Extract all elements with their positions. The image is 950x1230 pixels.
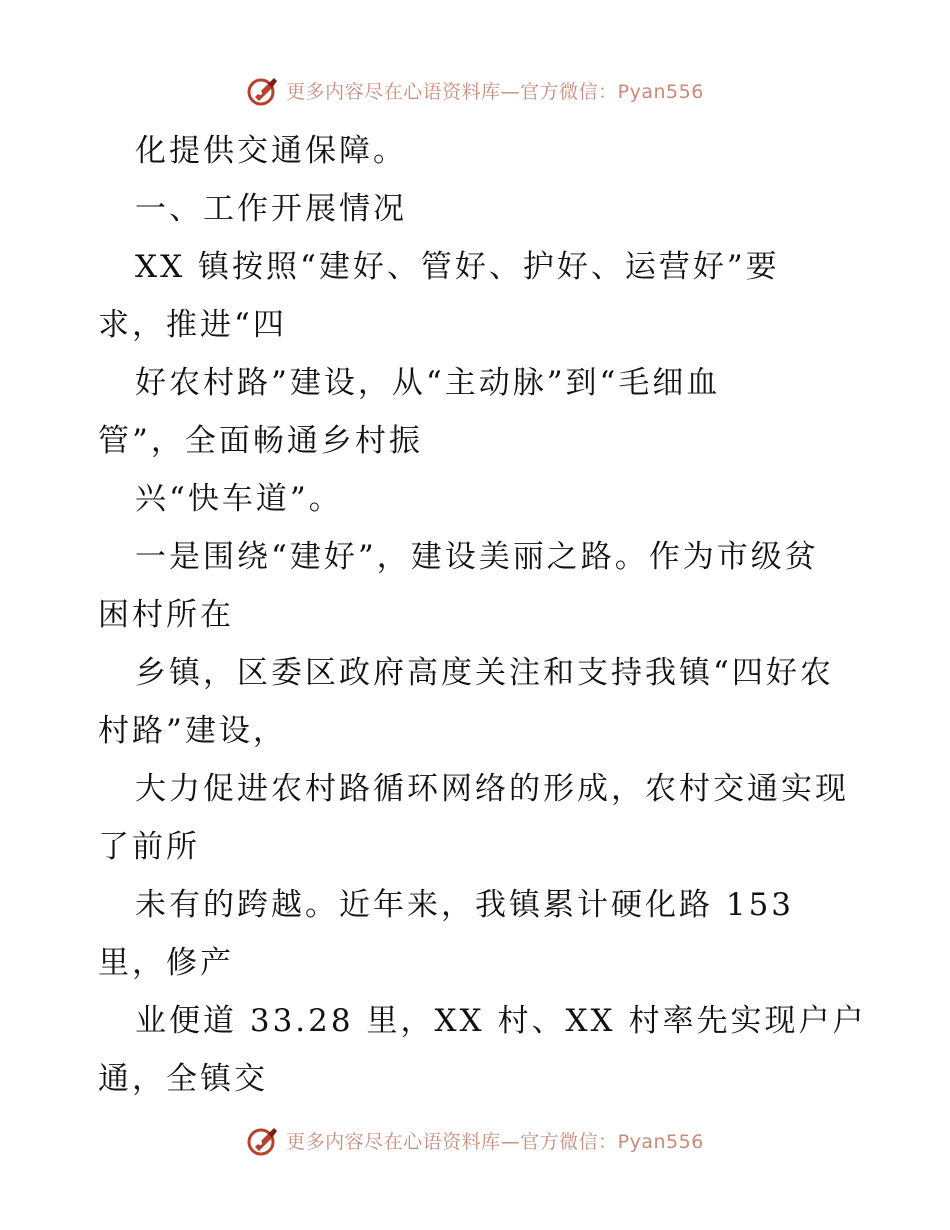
text-line: 兴“快车道”。 xyxy=(135,481,343,517)
text-line: 求，推进“四 xyxy=(98,307,287,343)
text-line: 了前所 xyxy=(98,829,200,865)
text-line: 通，全镇交 xyxy=(98,1061,268,1097)
text-line: 未有的跨越。近年来，我镇累计硬化路 153 xyxy=(135,887,795,923)
section-heading: 一、工作开展情况 xyxy=(135,191,407,227)
pen-logo-icon xyxy=(246,1123,280,1157)
header-banner xyxy=(0,70,950,110)
text-line: 好农村路”建设，从“主动脉”到“毛细血 xyxy=(135,365,721,401)
text-line: 一是围绕“建好”，建设美丽之路。作为市级贫 xyxy=(135,539,819,575)
text-line: 里，修产 xyxy=(98,945,234,981)
text-line: 业便道 33.28 里，XX 村、XX 村率先实现户户 xyxy=(135,1003,867,1039)
text-line: 乡镇，区委区政府高度关注和支持我镇“四好农 xyxy=(135,655,834,691)
text-line: 困村所在 xyxy=(98,597,234,633)
text-line: XX 镇按照“建好、管好、护好、运营好”要 xyxy=(135,249,780,285)
pen-logo-icon xyxy=(246,73,280,107)
footer-banner xyxy=(0,1120,950,1160)
header-banner-text: 更多内容尽在心语资料库—官方微信：Pyan556 xyxy=(286,80,704,103)
text-line: 化提供交通保障。 xyxy=(135,133,407,169)
text-line: 大力促进农村路循环网络的形成，农村交通实现 xyxy=(135,771,849,807)
footer-banner-text: 更多内容尽在心语资料库—官方微信：Pyan556 xyxy=(286,1130,704,1153)
text-line: 村路”建设， xyxy=(98,713,287,749)
text-line: 管”，全面畅通乡村振 xyxy=(98,423,423,459)
